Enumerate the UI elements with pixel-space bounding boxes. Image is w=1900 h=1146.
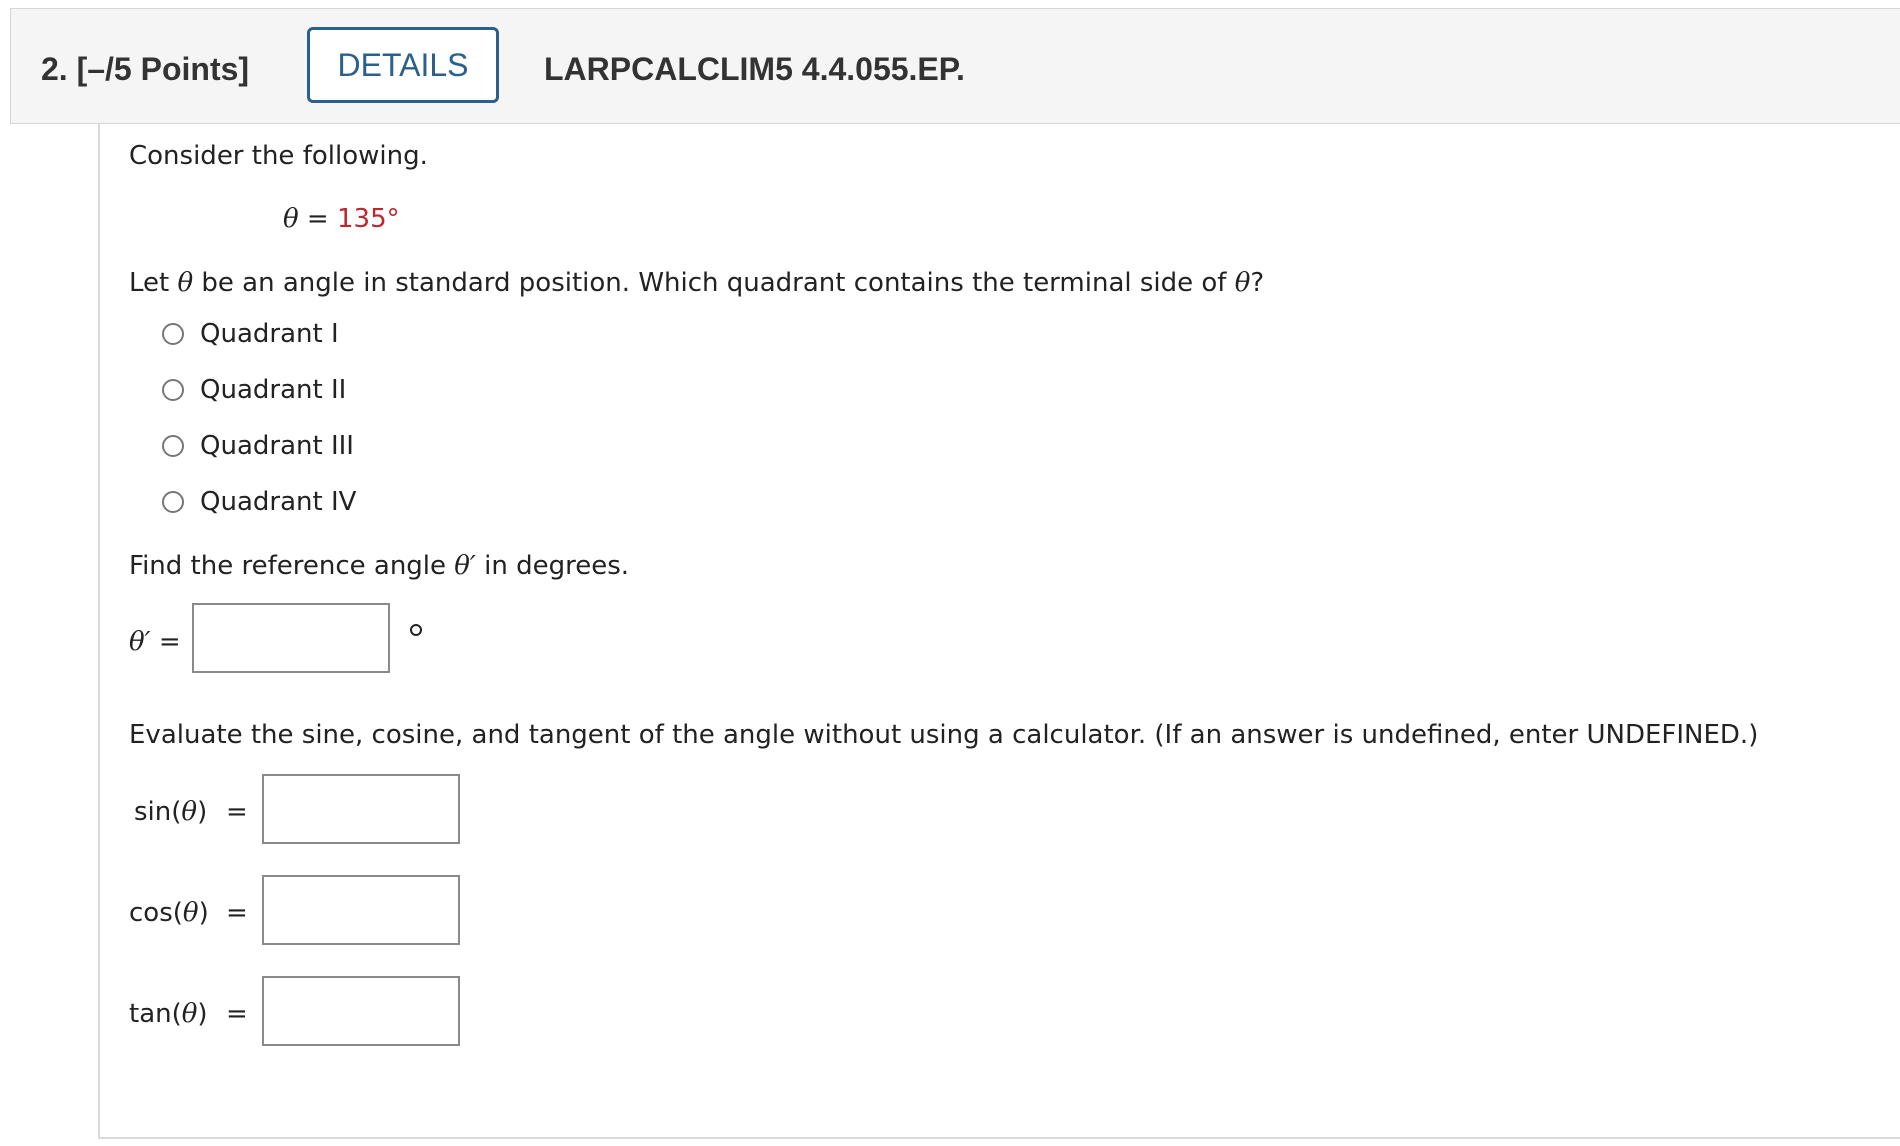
radio-label: Quadrant II xyxy=(200,375,347,405)
cos-label xyxy=(129,898,209,928)
equals-sign: = xyxy=(306,204,329,234)
evaluate-prompt: Evaluate the sine, cosine, and tangent of the angle without using a calculator. (If an answer is undefined, enter UNDEFINED.) xyxy=(129,720,1759,750)
function-name: tan( xyxy=(129,999,182,1029)
close-paren: ) xyxy=(197,999,208,1029)
tan-label xyxy=(129,999,208,1029)
radio-button[interactable] xyxy=(162,379,184,401)
given-angle xyxy=(283,204,400,234)
question-number: 2. [–/5 Points] xyxy=(41,51,250,87)
theta-symbol: θ xyxy=(177,268,194,298)
cos-input[interactable] xyxy=(262,875,460,945)
question-header xyxy=(10,8,1900,124)
radio-label: Quadrant III xyxy=(200,431,354,461)
theta-symbol: θ xyxy=(1234,268,1251,298)
function-name: sin( xyxy=(134,797,182,827)
quadrant-prompt xyxy=(129,268,1264,298)
radio-button[interactable] xyxy=(162,491,184,513)
theta-prime-symbol: θ′ xyxy=(129,627,151,657)
prompt-part2: be an angle in standard position. Which quadrant contains the terminal side of xyxy=(201,268,1227,298)
close-paren: ) xyxy=(198,898,209,928)
radio-label: Quadrant I xyxy=(200,319,339,349)
theta-prime-symbol: θ′ xyxy=(454,551,476,581)
radio-option-quadrant-3[interactable] xyxy=(162,430,354,462)
theta-symbol: θ xyxy=(181,999,198,1029)
theta-symbol: θ xyxy=(181,797,198,827)
radio-button[interactable] xyxy=(162,435,184,457)
reference-angle-input[interactable] xyxy=(192,603,390,673)
prompt-end: ? xyxy=(1250,268,1265,298)
equals-sign: = xyxy=(158,627,181,657)
reference-label xyxy=(129,627,181,657)
theta-value: 135° xyxy=(336,204,400,234)
reference-prompt xyxy=(129,551,629,581)
equals-sign: = xyxy=(226,797,248,827)
prompt-part1: Find the reference angle xyxy=(129,551,447,581)
course-code: LARPCALCLIM5 4.4.055.EP. xyxy=(544,51,965,87)
theta-symbol: θ xyxy=(182,898,199,928)
sin-input[interactable] xyxy=(262,774,460,844)
theta-symbol: θ xyxy=(283,204,299,234)
radio-option-quadrant-2[interactable] xyxy=(162,374,346,406)
intro-text: Consider the following. xyxy=(129,141,428,171)
tan-input[interactable] xyxy=(262,976,460,1046)
function-name: cos( xyxy=(129,898,183,928)
sin-label xyxy=(134,797,207,827)
prompt-part2: in degrees. xyxy=(484,551,630,581)
equals-sign: = xyxy=(226,999,248,1029)
degree-symbol xyxy=(410,624,422,636)
radio-label: Quadrant IV xyxy=(200,487,357,517)
close-paren: ) xyxy=(197,797,208,827)
prompt-part1: Let xyxy=(129,268,170,298)
radio-option-quadrant-1[interactable] xyxy=(162,318,339,350)
radio-button[interactable] xyxy=(162,323,184,345)
radio-option-quadrant-4[interactable] xyxy=(162,486,356,518)
equals-sign: = xyxy=(226,898,248,928)
details-button[interactable]: DETAILS xyxy=(307,27,499,103)
